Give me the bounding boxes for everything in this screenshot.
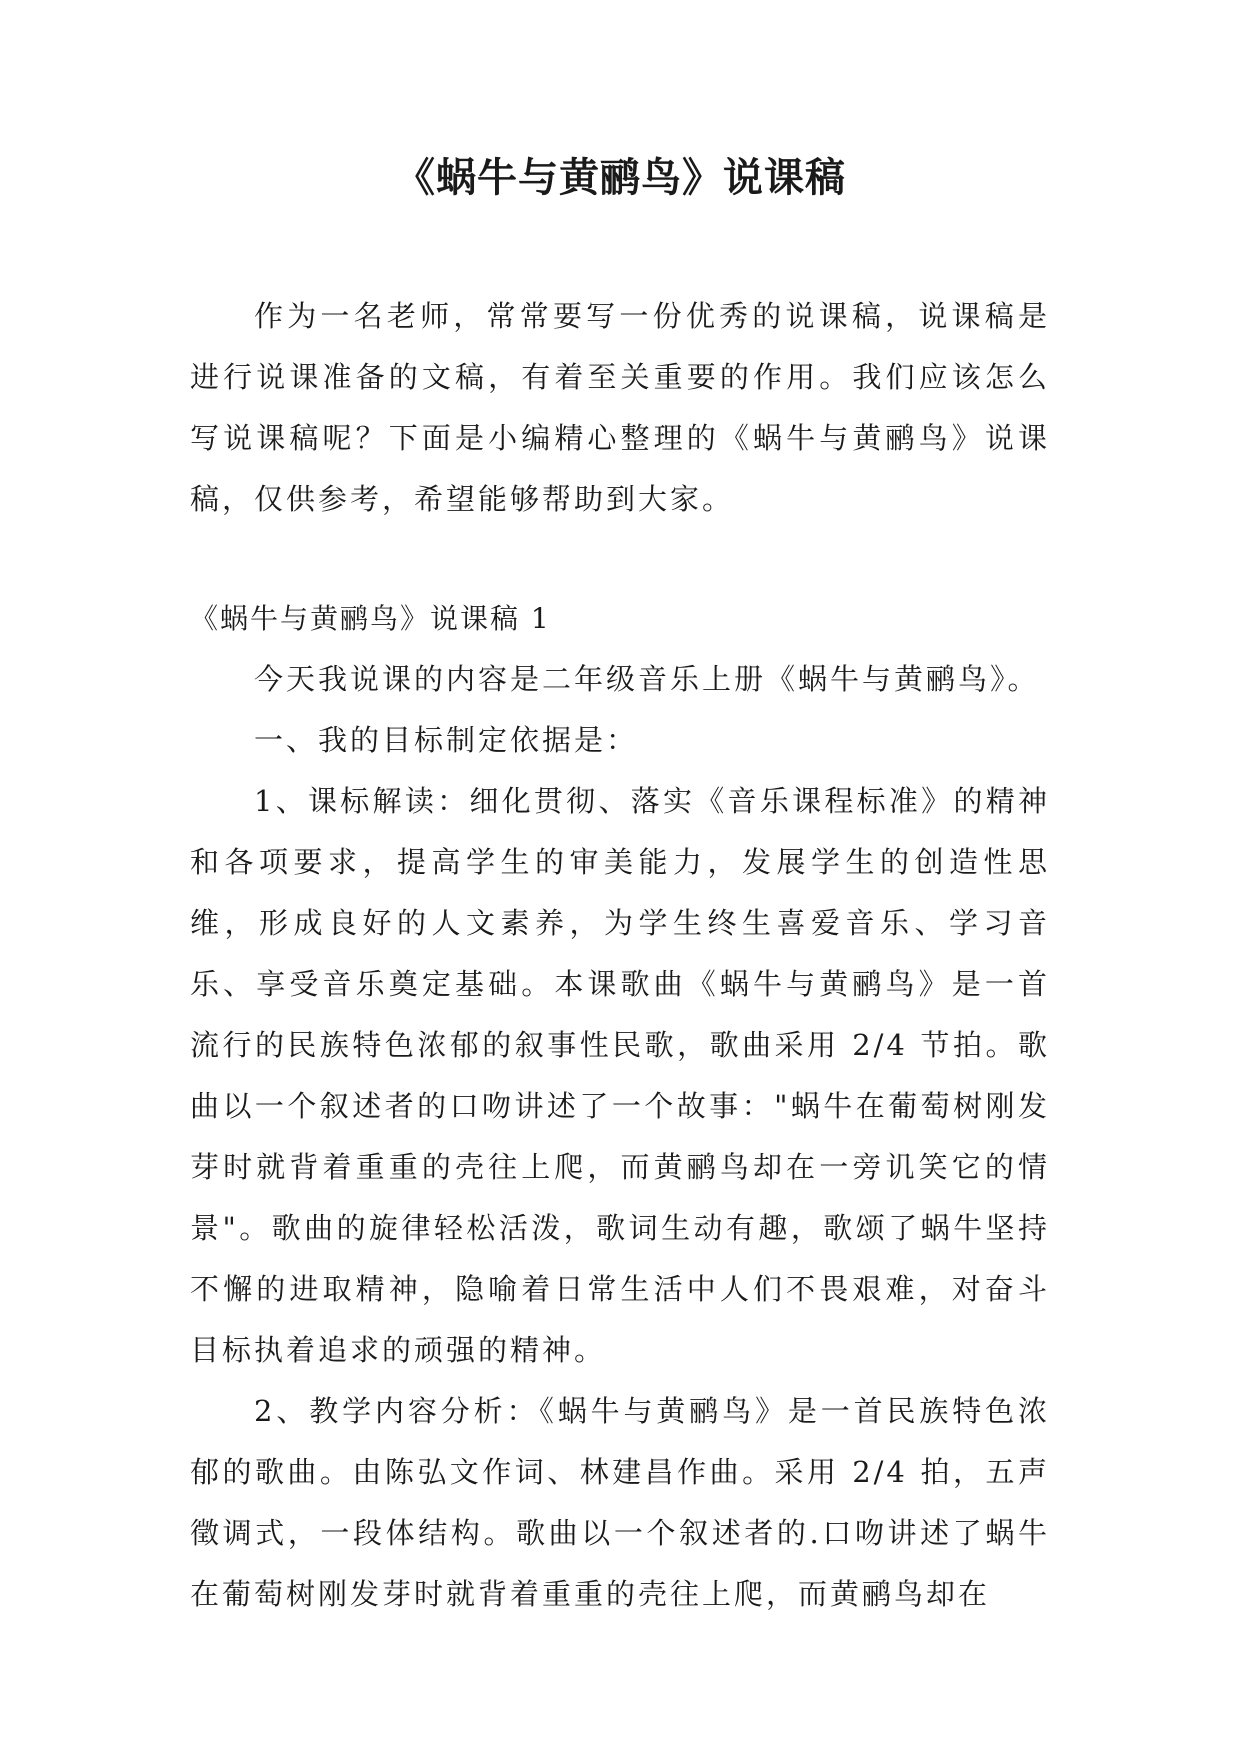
body-paragraph-goal-basis: 一、我的目标制定依据是： [254,723,639,757]
intro-paragraph: 作为一名老师，常常要写一份优秀的说课稿，说课稿是进行说课准备的文稿，有着至关重要的作用。我们应该怎么写说课稿呢？下面是小编精心整理的《蜗牛与黄鹂鸟》说课稿，仅供参考，希望能够帮助到大家。 [190,299,1050,516]
body-paragraph-lesson-content: 今天我说课的内容是二年级音乐上册《蜗牛与黄鹂鸟》。 [254,662,1040,696]
document-title: 《蜗牛与黄鹂鸟》说课稿 [395,155,846,201]
body-paragraph-standard-reading: 1、课标解读：细化贯彻、落实《音乐课程标准》的精神和各项要求，提高学生的审美能力，发展学生的创造性思维，形成良好的人文素养，为学生终生喜爱音乐、学习音乐、享受音乐奠定基础。本课歌曲《蜗牛与黄鹂鸟》是一首流行的民族特色浓郁的叙事性民歌，歌曲采用 2/4 节拍。歌曲以一个叙述者的口吻讲述了一个故事："蜗牛在葡萄树刚发芽时就背着重重的壳往上爬，而黄鹂鸟却在一旁讥笑它的情景"。歌曲的旋律轻松活泼，歌词生动有趣，歌颂了蜗牛坚持不懈的进取精神，隐喻着日常生活中人们不畏艰难，对奋斗目标执着追求的顽强的精神。 [190,784,1050,1367]
body-paragraph-content-analysis: 2、教学内容分析：《蜗牛与黄鹂鸟》是一首民族特色浓郁的歌曲。由陈弘文作词、林建昌作曲。采用 2/4 拍，五声徵调式，一段体结构。歌曲以一个叙述者的.口吻讲述了蜗牛在葡萄树刚发芽时就背着重重的壳往上爬，而黄鹂鸟却在 [190,1394,1050,1611]
section-heading: 《蜗牛与黄鹂鸟》说课稿 1 [190,602,551,635]
document-body [190,286,1050,1625]
